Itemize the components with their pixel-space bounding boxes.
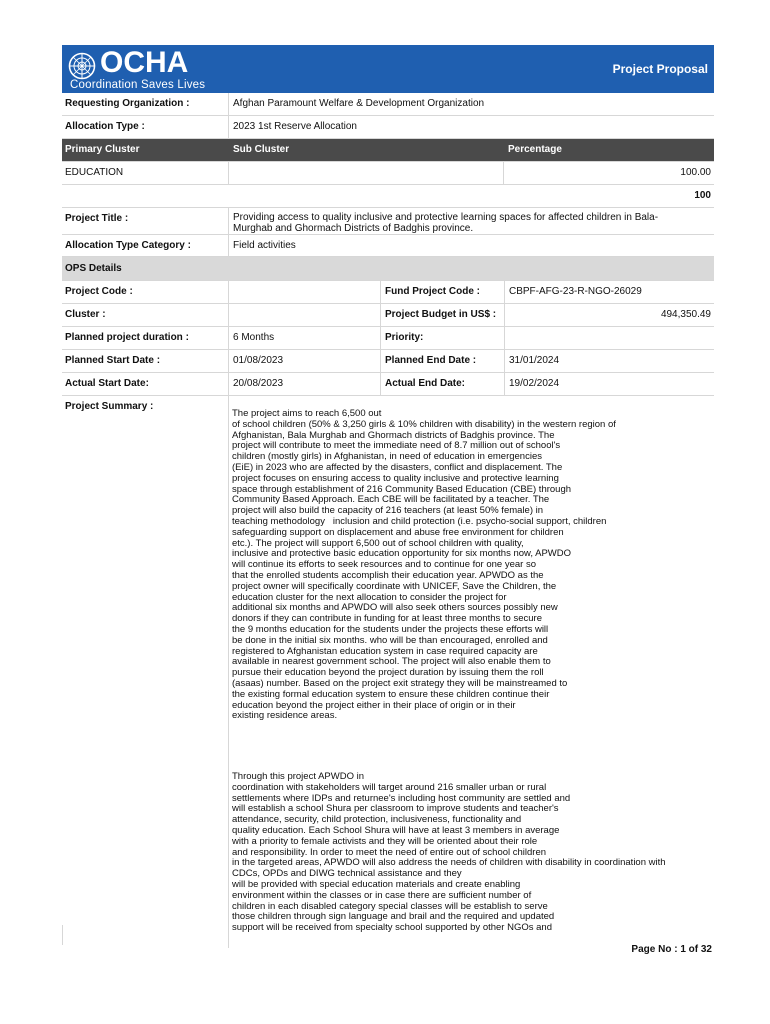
planned-duration-label: Planned project duration : <box>65 332 189 343</box>
row-project-title <box>62 208 714 235</box>
fund-project-code-value: CBPF-AFG-23-R-NGO-26029 <box>509 286 642 297</box>
page-number: Page No : 1 of 32 <box>631 944 712 955</box>
document-title: Project Proposal <box>612 62 708 76</box>
header-banner <box>62 45 714 93</box>
row-cluster-budget <box>62 304 714 327</box>
row-cluster-header <box>62 139 714 162</box>
row-allocation-type <box>62 116 714 139</box>
planned-end-value: 31/01/2024 <box>509 355 560 366</box>
allocation-type-value: 2023 1st Reserve Allocation <box>233 121 357 132</box>
allocation-type-label: Allocation Type : <box>65 121 145 132</box>
row-cluster-education <box>62 162 714 185</box>
row-ops-details <box>62 257 714 281</box>
actual-end-label: Actual End Date: <box>385 378 466 389</box>
brand-name: OCHA <box>100 46 189 79</box>
row-planned-dates <box>62 350 714 373</box>
project-title-line-1: Providing access to quality inclusive and protective learning spaces for affected children in Bala- <box>233 212 659 223</box>
fund-project-code-label: Fund Project Code : <box>385 286 480 297</box>
un-globe-icon <box>68 52 96 80</box>
project-budget-label: Project Budget in US$ : <box>385 309 497 320</box>
row-project-summary <box>62 396 714 948</box>
project-summary-paragraph-2: Through this project APWDO in coordination with stakeholders will target around 216 smaller urban or rural settlements where IDPs and returnee's including host community are settled and will establish a school Shura per classroom to improve students and teacher's attendance, security, child protection, inclusiveness, functionality and quality education. Each School Shura will have at least 3 members in average with a priority to female activists and they will be oriented about their role and responsibility. In order to meet the need of entire out of school children in the targeted areas, APWDO will also address the needs of children with disability in coordination with CDCs, OPDs and DIWG technical assistance and they will be provided with special education materials and create enabling environment within the classes or in case there are sufficient number of children in each disabled category special classes will be establish to serve those children through sign language and brail and the required and updated support will be received from specialty school supported by other NGOs and <box>232 771 666 934</box>
cluster-label: Cluster : <box>65 309 106 320</box>
sub-cluster-header: Sub Cluster <box>233 144 290 155</box>
cluster-percentage: 100.00 <box>680 167 711 178</box>
percentage-header: Percentage <box>508 144 562 155</box>
row-allocation-type-category <box>62 235 714 257</box>
planned-start-value: 01/08/2023 <box>233 355 284 366</box>
requesting-org-label: Requesting Organization : <box>65 98 190 109</box>
project-summary-label: Project Summary : <box>65 401 154 412</box>
left-border <box>62 925 63 945</box>
row-planned-duration <box>62 327 714 350</box>
row-cluster-total <box>62 185 714 208</box>
requesting-org-value: Afghan Paramount Welfare & Development Organization <box>233 98 485 109</box>
alloc-type-category-label: Allocation Type Category : <box>65 240 191 251</box>
primary-cluster-header: Primary Cluster <box>65 144 140 155</box>
project-summary-paragraph-1: The project aims to reach 6,500 out of school children (50% & 3,250 girls & 10% children with disability) in the western region of Afghanistan, Bala Murghab and Ghormach districts of Badghis province. The project will contribute to meet the immediate need of 8.7 million out of school's children (mostly girls) in Afghanistan, in need of education in emergencies (EiE) in 2023 who are affected by the disasters, conflict and displacement. The project focuses on ensuring access to quality inclusive and protective learning space through establishment of 216 Community Based Education (CBE) through Community Based Approach. Each CBE will be facilitated by a teacher. The project will also build the capacity of 216 teachers (at least 50% female) in teaching methodology inclusion and child protection (i.e. psycho-social support, children safeguarding support on displacement and abuse free environment for children etc.). The project will support 6,500 out of school children with quality, inclusive and protective basic education opportunity for six months now, APWDO will continue its efforts to seek resources and to continue for one year so that the enrolled students accomplish their education year. APWDO as the project owner will specifically coordinate with UNICEF, Save the Children, the education cluster for the next allocation to consider the project for additional six months and APWDO will also seek others sources possibly new donors if they can contribute in funding for at least three months to secure the 9 months education for the students under the projects these efforts will be done in the initial six months. who will be than encouraged, enrolled and registered to Afghanistan education system in case required capacity are available in nearest government school. The project will also enable them to pursue their education beyond the project duration by issuing them the roll (asaas) number. Based on the project exit strategy they will be mainstreamed to the existing formal education system to ensure these children continue their education beyond the project either in their place of origin or in their existing residence areas. <box>232 408 616 722</box>
actual-start-label: Actual Start Date: <box>65 378 149 389</box>
priority-label: Priority: <box>385 332 424 343</box>
project-budget-value: 494,350.49 <box>660 309 711 320</box>
actual-start-value: 20/08/2023 <box>233 378 284 389</box>
brand-slogan: Coordination Saves Lives <box>70 79 206 91</box>
planned-start-label: Planned Start Date : <box>65 355 161 366</box>
project-code-label: Project Code : <box>65 286 133 297</box>
actual-end-value: 19/02/2024 <box>509 378 560 389</box>
planned-duration-value: 6 Months <box>233 332 275 343</box>
project-title-label: Project Title : <box>65 213 129 224</box>
alloc-type-category-value: Field activities <box>233 240 296 251</box>
row-actual-dates <box>62 373 714 396</box>
planned-end-label: Planned End Date : <box>385 355 477 366</box>
proposal-table <box>62 93 714 948</box>
project-title-line-2: Murghab and Ghormach Districts of Badghis province. <box>233 223 474 234</box>
project-title-value <box>230 208 661 234</box>
row-requesting-organization <box>62 93 714 116</box>
ops-details-heading: OPS Details <box>65 263 122 274</box>
cluster-name: EDUCATION <box>65 167 124 178</box>
cluster-total: 100 <box>694 190 711 201</box>
row-project-code <box>62 281 714 304</box>
